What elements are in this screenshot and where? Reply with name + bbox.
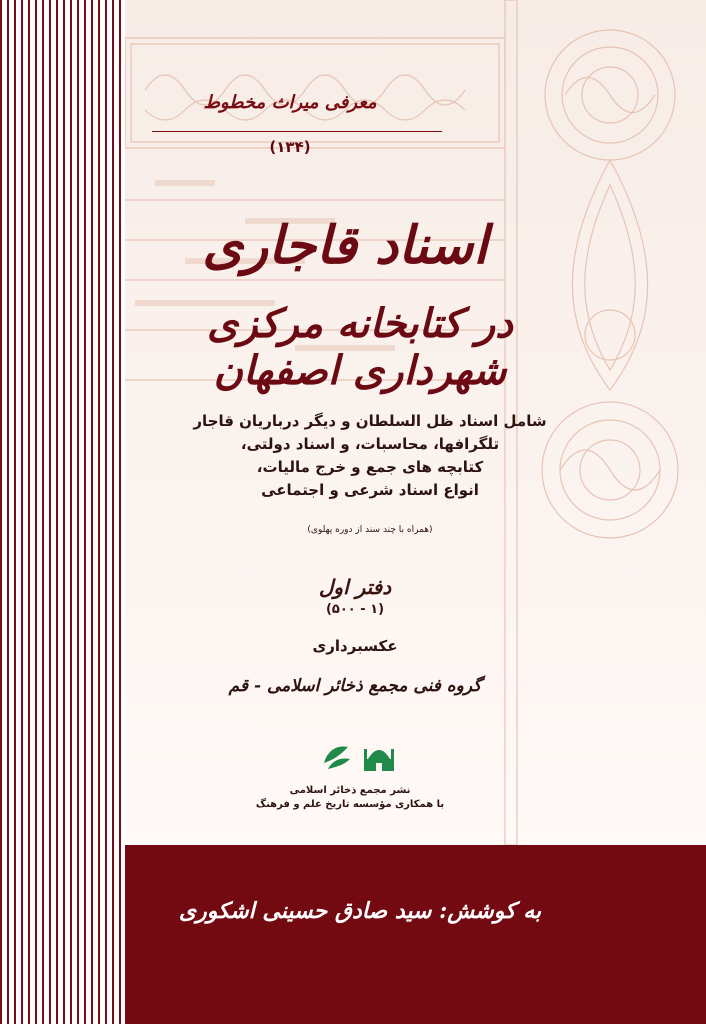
- publisher-logos: [318, 737, 398, 777]
- book-title-line1: اسناد قاجاری: [202, 215, 488, 276]
- photography-credit: گروه فنی مجمع ذخائر اسلامی - قم: [228, 676, 482, 696]
- description-line: تلگرافها، محاسبات، و اسناد دولتی،: [240, 435, 500, 453]
- description-line: انواع اسناد شرعی و اجتماعی: [261, 481, 479, 499]
- volume-range: (۱ - ۵۰۰): [325, 602, 385, 617]
- description-note: (همراه با چند سند از دوره پهلوی): [307, 525, 433, 535]
- description-line: شامل اسناد ظل السلطان و دیگر درباریان قاجار: [193, 412, 547, 430]
- striped-spine: [0, 0, 125, 1024]
- series-title: معرفی میراث مخطوط: [203, 92, 377, 113]
- author-credit: به کوشش: سید صادق حسینی اشکوری: [178, 898, 542, 924]
- author-band: [125, 845, 706, 1024]
- leaf-logo-icon: [324, 747, 350, 769]
- photography-label: عکسبرداری: [312, 637, 398, 655]
- publisher-name: نشر مجمع ذخائر اسلامی: [289, 785, 411, 796]
- series-number: (۱۳۴): [269, 138, 311, 156]
- series-divider: [152, 131, 442, 132]
- shrine-logo-icon: [364, 749, 394, 771]
- volume-label: دفتر اول: [318, 575, 392, 599]
- book-title-line2: در کتابخانه مرکزی شهرداری اصفهان: [207, 300, 513, 394]
- book-description: [180, 410, 560, 502]
- publisher-partner: با همکاری مؤسسه تاریخ علم و فرهنگ: [255, 799, 445, 810]
- description-line: کتابچه های جمع و خرج مالیات،: [256, 458, 484, 476]
